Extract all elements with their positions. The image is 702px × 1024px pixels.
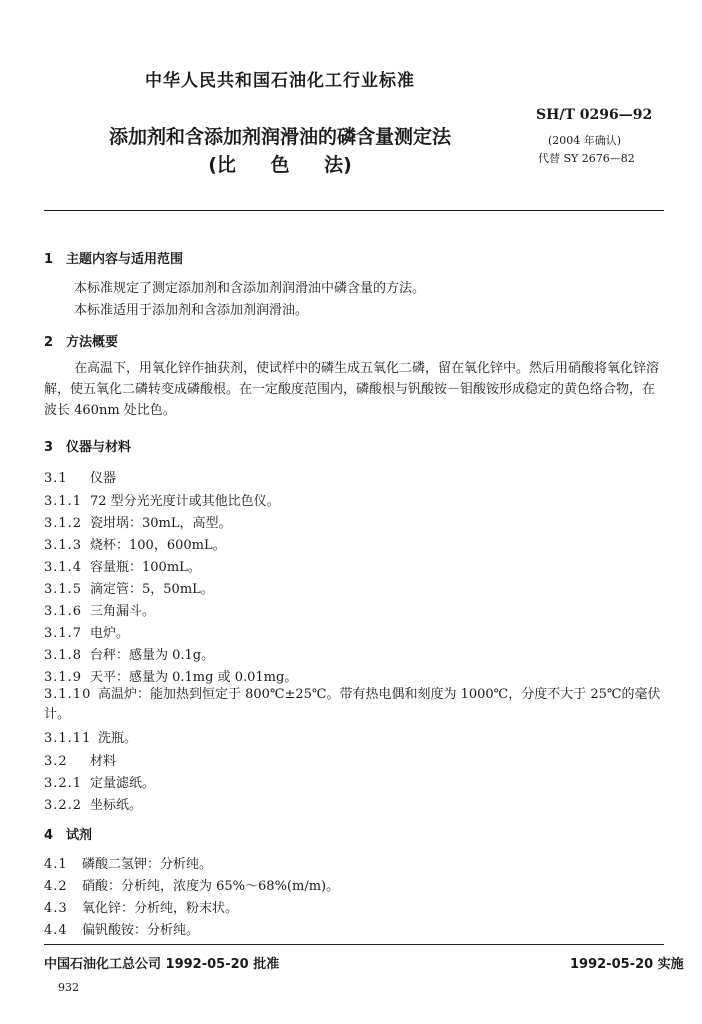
- standard-category-title: 中华人民共和国石油化工行业标准: [145, 71, 415, 91]
- section-2-heading: [44, 331, 118, 350]
- standard-replaces: 代替 SY 2676—82: [538, 152, 635, 165]
- list-item: [44, 727, 137, 746]
- item-number: 3.1.8: [44, 648, 83, 663]
- item-text: 三角漏斗。: [90, 604, 156, 619]
- list-item: [44, 772, 155, 791]
- item-number: 4.1: [44, 857, 68, 872]
- item-text: 偏钒酸铵：分析纯。: [82, 923, 200, 938]
- section-1-paragraph-2: 本标准适用于添加剂和含添加剂润滑油。: [74, 303, 309, 318]
- item-text: 仪器: [90, 471, 117, 486]
- document-subtitle: (比 色 法): [208, 154, 352, 176]
- item-number: 3.1.9: [44, 670, 83, 685]
- item-number: 3.1.3: [44, 538, 83, 553]
- item-number: 3.1.11: [44, 731, 92, 746]
- list-item: [44, 666, 297, 685]
- footer-issuer: 中国石油化工总公司 1992-05-20 批准: [44, 957, 280, 972]
- item-number: 4.3: [44, 901, 68, 916]
- list-item: [44, 578, 214, 597]
- section-title: 仪器与材料: [66, 440, 132, 455]
- list-item: [44, 467, 116, 486]
- section-number: 1: [44, 252, 54, 267]
- list-item: [44, 490, 280, 509]
- item-text: 电炉。: [90, 626, 130, 641]
- standard-code: SH/T 0296—92: [536, 107, 653, 123]
- item-number: 4.2: [44, 879, 68, 894]
- section-1-heading: [44, 248, 183, 267]
- item-number: 3.1.6: [44, 604, 83, 619]
- list-item: [44, 794, 142, 813]
- item-number: 3.1.4: [44, 560, 83, 575]
- item-text: 瓷坩埚：30mL，高型。: [90, 516, 232, 531]
- header-divider: [44, 210, 664, 211]
- section-2-paragraph: 在高温下，用氧化锌作抽获剂，使试样中的磷生成五氧化二磷，留在氧化锌中。然后用硝酸将氧化锌溶解，使五氧化二磷转变成磷酸根。在一定酸度范围内，磷酸根与钒酸铵－钼酸铵形成稳定的黄色络合物，在波长 460nm 处比色。: [44, 361, 660, 418]
- item-text: 氧化锌：分析纯，粉末状。: [82, 901, 239, 916]
- item-number: 3.2.1: [44, 776, 83, 791]
- item-number: 3.1.2: [44, 516, 83, 531]
- list-item: [44, 919, 199, 938]
- page-number: 932: [58, 981, 79, 994]
- section-3-heading: [44, 436, 131, 455]
- list-item: [44, 644, 214, 663]
- item-number: 3.1.1: [44, 494, 83, 509]
- section-title: 试剂: [66, 828, 93, 843]
- item-text: 容量瓶：100mL。: [90, 560, 201, 575]
- item-number: 3.2.2: [44, 798, 83, 813]
- list-item: [44, 685, 674, 725]
- item-number: 3.1.5: [44, 582, 83, 597]
- list-item: [44, 897, 238, 916]
- list-item: [44, 512, 232, 531]
- list-item: [44, 556, 201, 575]
- item-number: 4.4: [44, 923, 68, 938]
- section-title: 方法概要: [66, 335, 119, 350]
- footer-effective-date: 1992-05-20 实施: [570, 957, 684, 972]
- item-text: 定量滤纸。: [90, 776, 156, 791]
- section-number: 3: [44, 440, 54, 455]
- list-item: [44, 534, 226, 553]
- item-text: 72 型分光光度计或其他比色仪。: [90, 494, 280, 509]
- section-1-paragraph-1: 本标准规定了测定添加剂和含添加剂润滑油中磷含量的方法。: [74, 281, 426, 296]
- list-item: [44, 750, 116, 769]
- item-number: 3.1: [44, 471, 68, 486]
- section-4-heading: [44, 824, 92, 843]
- item-text: 天平：感量为 0.1mg 或 0.01mg。: [90, 670, 298, 685]
- document-title: 添加剂和含添加剂润滑油的磷含量测定法: [108, 126, 451, 148]
- item-number: 3.1.10: [44, 687, 92, 702]
- footer-divider: [44, 944, 664, 945]
- item-text: 磷酸二氢钾：分析纯。: [82, 857, 213, 872]
- item-text: 高温炉：能加热到恒定于 800℃±25℃。带有热电偶和刻度为 1000℃，分度不大于 25℃的毫伏计。: [44, 687, 661, 722]
- section-number: 4: [44, 828, 54, 843]
- item-text: 硝酸：分析纯，浓度为 65%～68%(m/m)。: [82, 879, 340, 894]
- list-item: [44, 853, 212, 872]
- item-text: 滴定管：5，50mL。: [90, 582, 214, 597]
- item-text: 台秤：感量为 0.1g。: [90, 648, 215, 663]
- list-item: [44, 875, 339, 894]
- item-text: 材料: [90, 754, 117, 769]
- item-number: 3.1.7: [44, 626, 83, 641]
- list-item: [44, 622, 129, 641]
- item-text: 坐标纸。: [90, 798, 143, 813]
- item-text: 洗瓶。: [98, 731, 138, 746]
- standard-confirmation: (2004 年确认): [548, 134, 622, 147]
- item-number: 3.2: [44, 754, 68, 769]
- list-item: [44, 600, 155, 619]
- section-title: 主题内容与适用范围: [66, 252, 184, 267]
- item-text: 烧杯：100，600mL。: [90, 538, 226, 553]
- section-number: 2: [44, 335, 54, 350]
